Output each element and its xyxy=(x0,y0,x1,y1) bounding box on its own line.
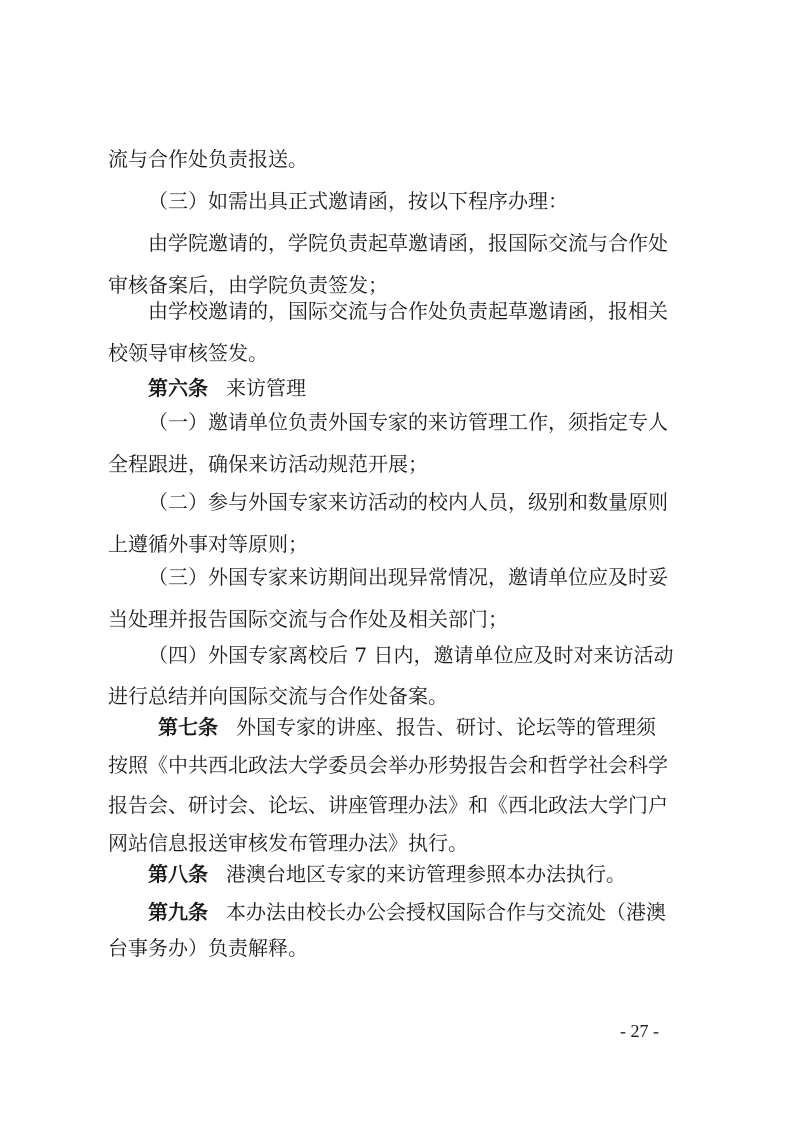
article-seven xyxy=(158,712,695,742)
article-text: 外国专家的讲座、报告、研讨、论坛等的管理须 xyxy=(236,715,656,739)
text-line: （一）邀请单位负责外国专家的来访管理工作，须指定专人 xyxy=(148,410,668,434)
text-line: （二）参与外国专家来访活动的校内人员，级别和数量原则 xyxy=(148,490,668,514)
text-line: 由学校邀请的，国际交流与合作处负责起草邀请函，报相关 xyxy=(148,299,668,323)
article-heading: 第六条 xyxy=(148,376,208,400)
text-line: （三）如需出具正式邀请函，按以下程序办理： xyxy=(148,189,568,213)
text-line: 校领导审核签发。 xyxy=(108,341,268,365)
text-line: 由学院邀请的，学院负责起草邀请函，报国际交流与合作处 xyxy=(148,231,668,255)
text-line: 审核备案后，由学院负责签发； xyxy=(108,273,388,297)
text-line: 网站信息报送审核发布管理办法》执行。 xyxy=(108,831,468,855)
article-heading: 第七条 xyxy=(158,715,218,739)
article-eight xyxy=(148,859,695,889)
text-line: 进行总结并向国际交流与合作处备案。 xyxy=(108,684,448,708)
text-line: 按照《中共西北政法大学委员会举办形势报告会和哲学社会科学 xyxy=(108,753,668,777)
article-six xyxy=(148,373,695,403)
article-text: 来访管理 xyxy=(226,376,306,400)
text-line: 台事务办）负责解释。 xyxy=(108,936,308,960)
article-heading: 第八条 xyxy=(148,862,208,886)
page-number: - 27 - xyxy=(620,1021,659,1041)
text-line: （四）外国专家离校后 7 日内，邀请单位应及时对来访活动 xyxy=(148,643,674,667)
text-line: 报告会、研讨会、论坛、讲座管理办法》和《西北政法大学门户 xyxy=(108,793,668,817)
text-line: （三）外国专家来访期间出现异常情况，邀请单位应及时妥 xyxy=(148,565,668,589)
text-line: 流与合作处负责报送。 xyxy=(108,147,308,171)
article-nine xyxy=(148,897,695,927)
article-text: 本办法由校长办公会授权国际合作与交流处（港澳 xyxy=(226,900,666,924)
text-line: 上遵循外事对等原则； xyxy=(108,532,308,556)
article-heading: 第九条 xyxy=(148,900,208,924)
text-line: 当处理并报告国际交流与合作处及相关部门； xyxy=(108,607,508,631)
text-line: 全程跟进，确保来访活动规范开展； xyxy=(108,452,428,476)
article-text: 港澳台地区专家的来访管理参照本办法执行。 xyxy=(226,862,626,886)
